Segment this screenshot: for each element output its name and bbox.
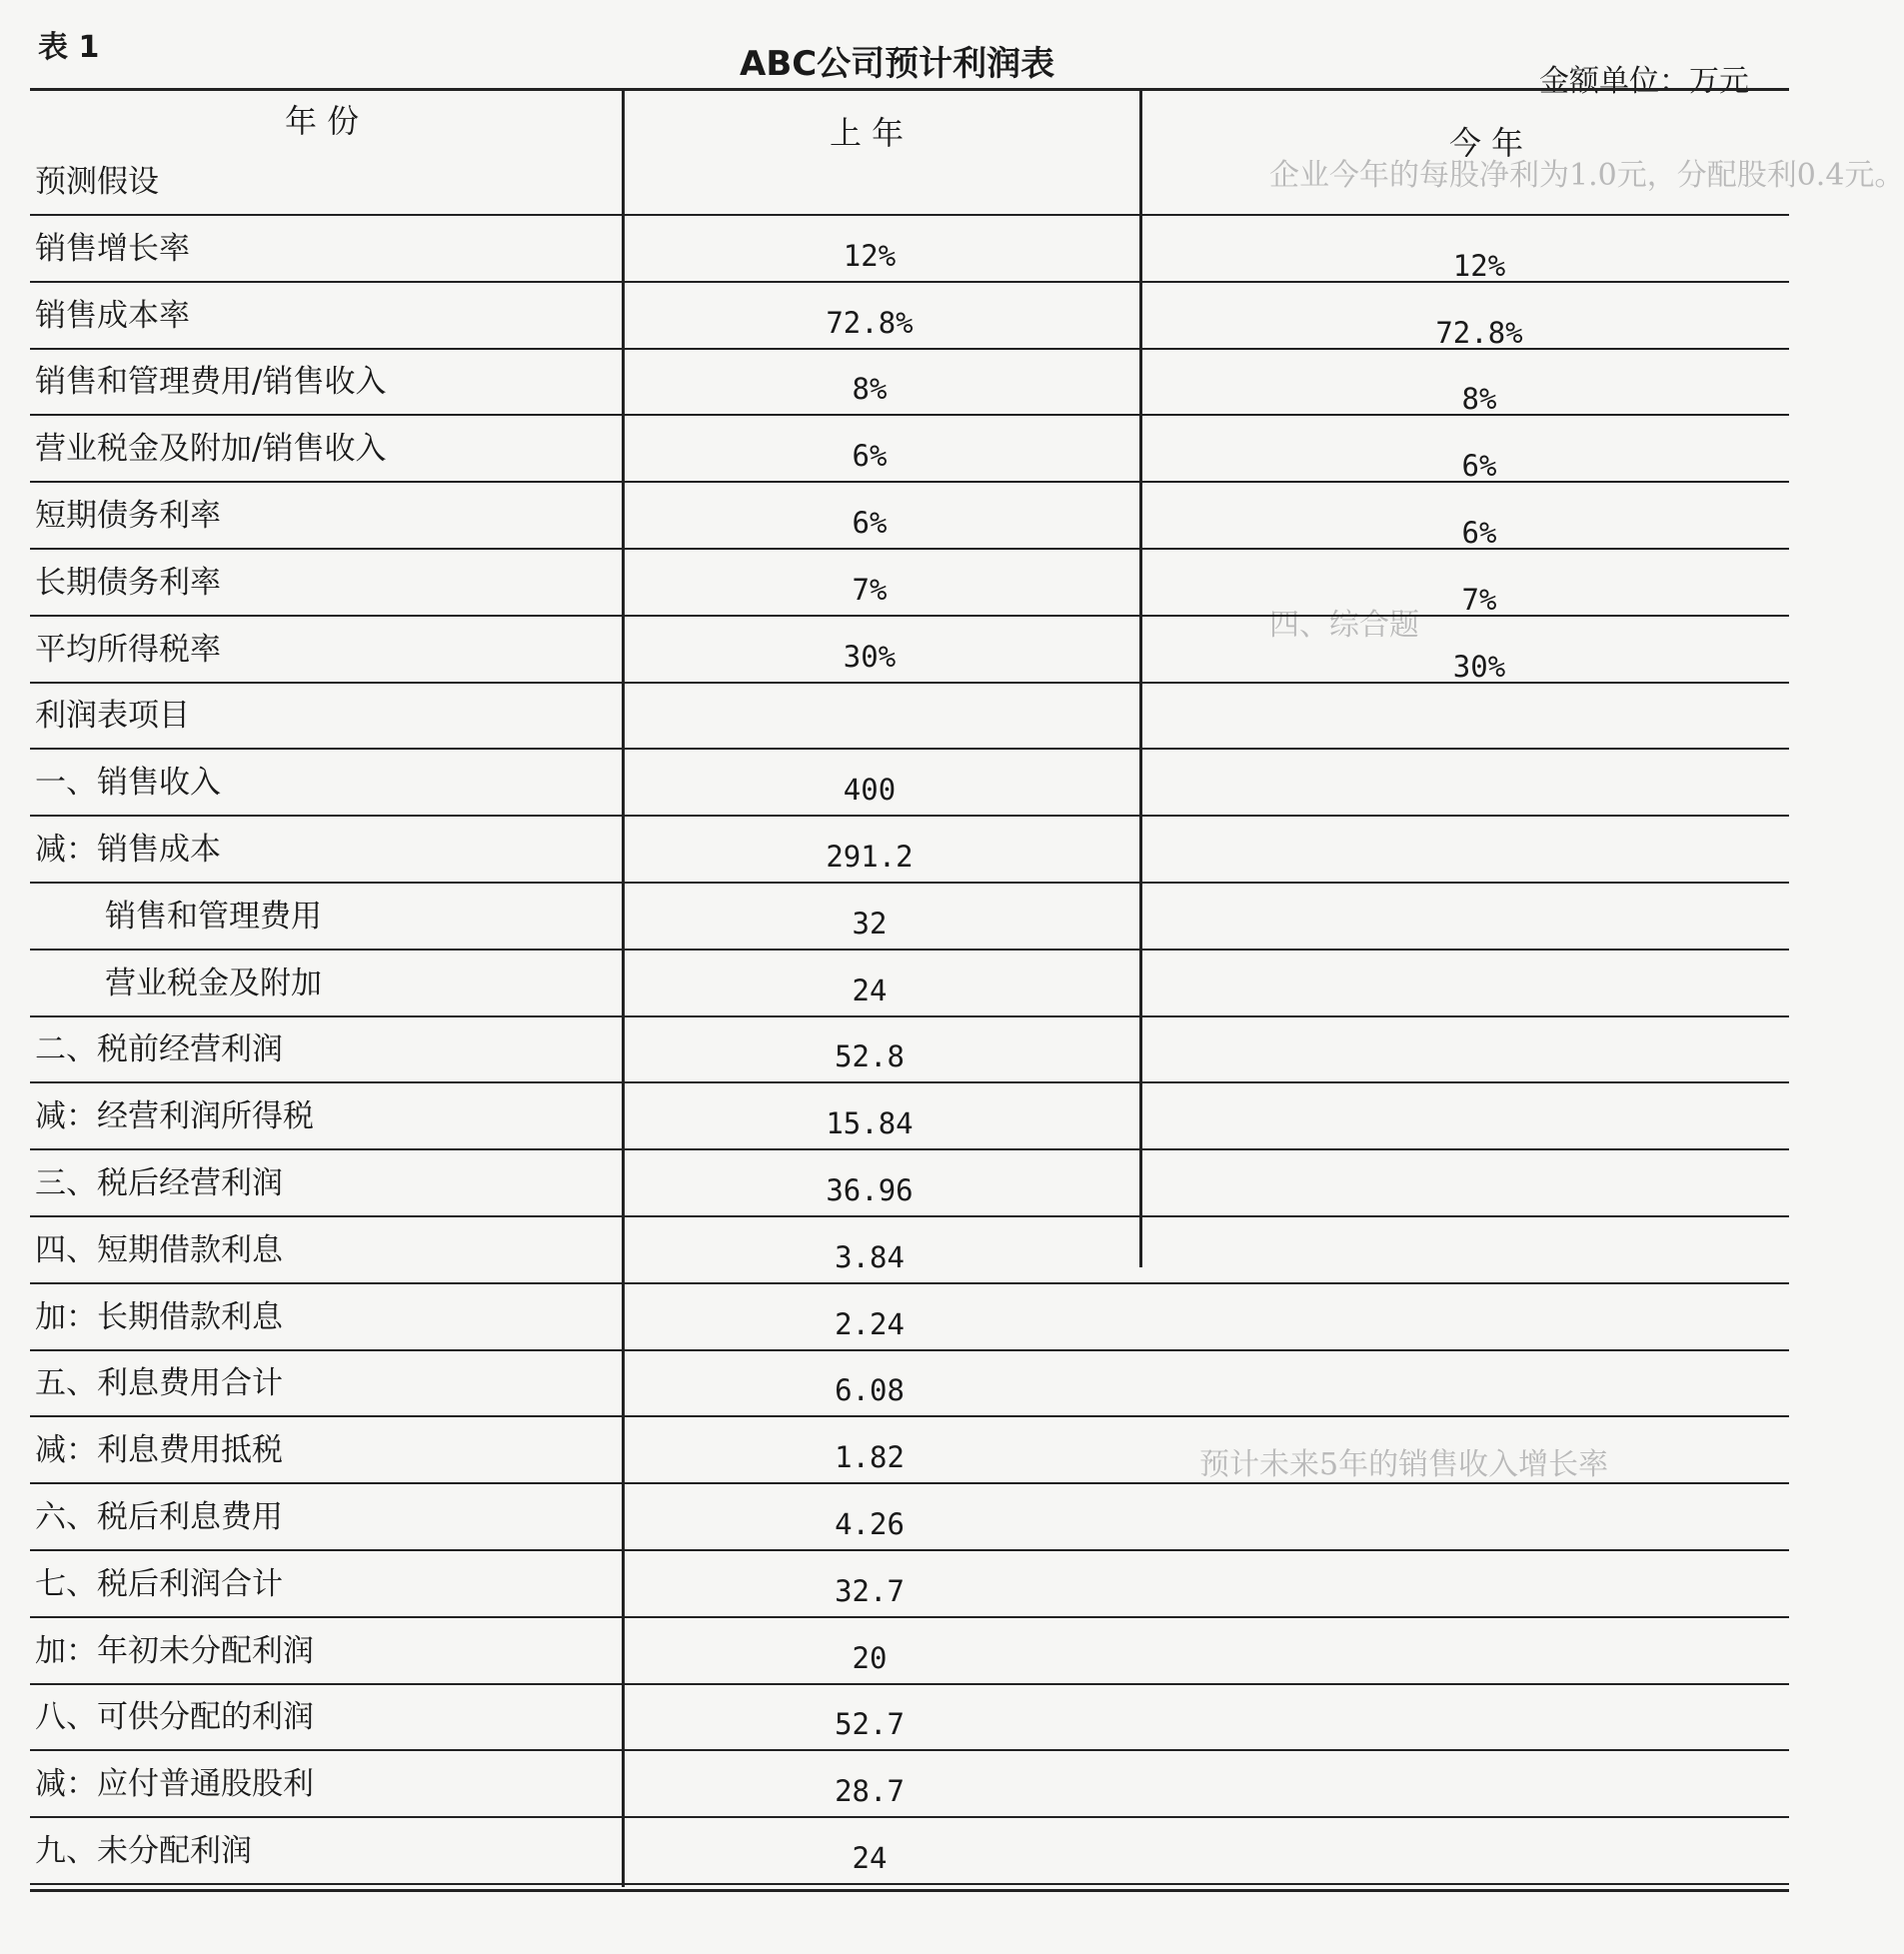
table-row — [0, 1552, 1819, 1618]
row-rule — [30, 1148, 1789, 1150]
table-row — [0, 350, 1819, 416]
row-label: 加：年初未分配利润 — [35, 1632, 314, 1669]
table-row — [0, 417, 1819, 483]
cell-this-year: 6% — [1461, 449, 1497, 484]
cell-last-year: 52.7 — [835, 1707, 905, 1742]
row-rule — [30, 1683, 1789, 1685]
table-row — [0, 1151, 1819, 1217]
table-row — [0, 1351, 1819, 1417]
row-rule — [30, 348, 1789, 350]
cell-last-year: 7% — [852, 572, 888, 607]
row-rule — [30, 548, 1789, 550]
table-row — [0, 1017, 1819, 1083]
row-label: 预测假设 — [35, 164, 159, 200]
table-row — [0, 284, 1819, 350]
row-rule — [30, 1215, 1789, 1217]
header-this-year: 今 年 — [1449, 124, 1524, 162]
row-label: 销售成本率 — [35, 297, 190, 334]
row-label: 三、税后经营利润 — [35, 1165, 283, 1201]
row-label: 销售和管理费用 — [105, 898, 322, 935]
table-row — [0, 484, 1819, 550]
table-row — [0, 1819, 1819, 1885]
row-label: 六、税后利息费用 — [35, 1499, 283, 1535]
cell-last-year: 6% — [852, 439, 888, 474]
row-label: 平均所得税率 — [35, 631, 221, 668]
row-rule — [30, 281, 1789, 283]
table-title: ABC公司预计利润表 — [740, 44, 1055, 84]
table-row — [0, 1418, 1819, 1484]
cell-this-year: 72.8% — [1435, 315, 1523, 350]
row-rule — [30, 1883, 1789, 1885]
table-row — [0, 818, 1819, 884]
cell-last-year: 6% — [852, 506, 888, 540]
table-row — [0, 618, 1819, 684]
cell-last-year: 30% — [843, 639, 897, 674]
row-label: 九、未分配利润 — [35, 1833, 252, 1869]
row-label: 二、税前经营利润 — [35, 1031, 283, 1068]
row-label: 四、短期借款利息 — [35, 1231, 283, 1268]
row-rule — [30, 615, 1789, 617]
row-label: 利润表项目 — [35, 698, 190, 735]
cell-last-year: 400 — [843, 773, 897, 808]
row-rule — [30, 1616, 1789, 1618]
cell-last-year: 6.08 — [835, 1373, 905, 1408]
cell-last-year: 20 — [852, 1640, 888, 1675]
row-label: 加：长期借款利息 — [35, 1298, 283, 1335]
row-label: 营业税金及附加/销售收入 — [35, 431, 387, 468]
row-rule — [30, 815, 1789, 817]
table-caption: 表 1 — [38, 30, 100, 65]
row-rule — [30, 748, 1789, 750]
cell-last-year: 12% — [843, 238, 897, 273]
table-row — [0, 952, 1819, 1017]
row-rule — [30, 949, 1789, 951]
row-label: 销售增长率 — [35, 230, 190, 267]
table-row — [0, 751, 1819, 817]
cell-last-year: 4.26 — [835, 1507, 905, 1541]
cell-this-year: 8% — [1461, 382, 1497, 417]
table-row — [0, 885, 1819, 951]
cell-last-year: 2.24 — [835, 1306, 905, 1341]
cell-last-year: 3.84 — [835, 1239, 905, 1274]
table-row — [0, 1218, 1819, 1284]
row-label: 减：应付普通股股利 — [35, 1766, 314, 1803]
cell-last-year: 72.8% — [826, 305, 914, 340]
cell-last-year: 8% — [852, 372, 888, 407]
table-row — [0, 1685, 1819, 1751]
row-rule — [30, 1081, 1789, 1083]
bleed-through-text: 预计未来5年的销售收入增长率 — [1199, 1447, 1609, 1482]
header-year-label: 年 份 — [285, 102, 360, 140]
row-rule — [30, 1415, 1789, 1417]
cell-last-year: 28.7 — [835, 1774, 905, 1809]
row-label: 营业税金及附加 — [105, 965, 322, 1001]
table-row — [0, 1619, 1819, 1685]
row-label: 五、利息费用合计 — [35, 1365, 283, 1402]
row-label: 减：经营利润所得税 — [35, 1098, 314, 1135]
cell-last-year: 32 — [852, 906, 888, 941]
bleed-through-text: 四、综合题 — [1269, 608, 1419, 643]
table-row — [0, 1752, 1819, 1818]
unit-label: 金额单位：万元 — [1539, 64, 1749, 99]
row-rule — [30, 1816, 1789, 1818]
cell-last-year: 24 — [852, 973, 888, 1007]
row-rule — [30, 481, 1789, 483]
row-rule — [30, 1282, 1789, 1284]
cell-this-year: 30% — [1452, 649, 1506, 684]
table-row — [0, 684, 1819, 750]
table-row — [0, 1485, 1819, 1551]
header-last-year: 上 年 — [830, 114, 905, 152]
row-rule — [30, 1482, 1789, 1484]
cell-last-year: 1.82 — [835, 1440, 905, 1475]
row-label: 销售和管理费用/销售收入 — [35, 364, 387, 401]
row-rule — [30, 1549, 1789, 1551]
row-rule — [30, 214, 1789, 216]
table-row — [0, 1084, 1819, 1150]
cell-last-year: 24 — [852, 1841, 888, 1875]
cell-last-year: 291.2 — [826, 840, 914, 874]
cell-this-year: 12% — [1452, 248, 1506, 283]
row-label: 减：销售成本 — [35, 832, 221, 868]
table-row — [0, 217, 1819, 283]
cell-this-year: 7% — [1461, 582, 1497, 617]
row-label: 长期债务利率 — [35, 564, 221, 601]
row-rule — [30, 1349, 1789, 1351]
table-bottom-rule — [30, 1889, 1789, 1892]
row-label: 七、税后利润合计 — [35, 1565, 283, 1602]
row-rule — [30, 1015, 1789, 1017]
row-label: 八、可供分配的利润 — [35, 1699, 314, 1736]
table-row — [0, 1285, 1819, 1351]
row-rule — [30, 1749, 1789, 1751]
row-label: 减：利息费用抵税 — [35, 1432, 283, 1469]
table-row — [0, 150, 1819, 216]
bleed-through-text: 企业今年的每股净利为1.0元，分配股利0.4元。 — [1269, 158, 1904, 193]
cell-last-year: 36.96 — [826, 1173, 914, 1207]
row-label: 一、销售收入 — [35, 765, 221, 802]
row-rule — [30, 414, 1789, 416]
cell-last-year: 32.7 — [835, 1573, 905, 1608]
row-label: 短期债务利率 — [35, 498, 221, 534]
cell-this-year: 6% — [1461, 516, 1497, 550]
cell-last-year: 52.8 — [835, 1039, 905, 1074]
table-row — [0, 551, 1819, 617]
row-rule — [30, 682, 1789, 684]
header-top-rule — [30, 88, 1789, 91]
cell-last-year: 15.84 — [826, 1106, 914, 1141]
row-rule — [30, 882, 1789, 884]
